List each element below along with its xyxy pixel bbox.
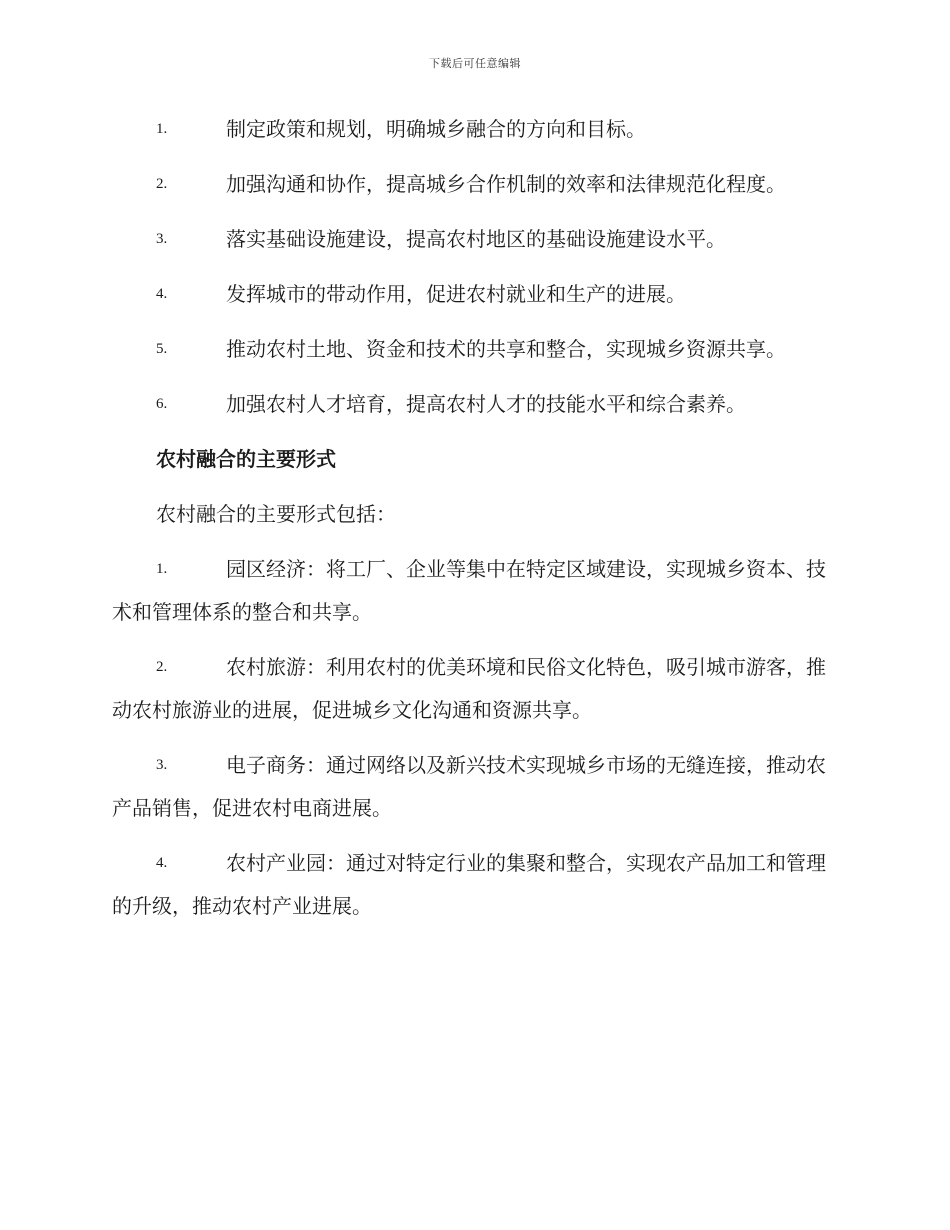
list-item <box>112 328 834 371</box>
list-item-text: 落实基础设施建设，提高农村地区的基础设施建设水平。 <box>226 227 726 251</box>
list-item-text: 加强沟通和协作，提高城乡合作机制的效率和法律规范化程度。 <box>226 172 786 196</box>
list-item <box>112 273 834 316</box>
list-item-number: 1. <box>156 121 168 137</box>
list-item-text: 加强农村人才培育，提高农村人才的技能水平和综合素养。 <box>226 392 746 416</box>
list-item-number: 1. <box>156 561 168 577</box>
list-item-text: 园区经济：将工厂、企业等集中在特定区域建设，实现城乡资本、技术和管理体系的整合和共享。 <box>112 557 826 624</box>
list-item-number: 6. <box>156 396 168 412</box>
list-item <box>112 646 834 732</box>
list-item <box>112 163 834 206</box>
list-item-text: 电子商务：通过网络以及新兴技术实现城乡市场的无缝连接，推动农产品销售，促进农村电商进展。 <box>112 753 826 820</box>
list-item-number: 4. <box>156 855 168 871</box>
page-header-note: 下载后可任意编辑 <box>429 57 521 70</box>
section-heading: 农村融合的主要形式 <box>156 447 336 471</box>
list-item <box>112 218 834 261</box>
list-item <box>112 842 834 928</box>
list-item <box>112 383 834 426</box>
list-item-text: 推动农村土地、资金和技术的共享和整合，实现城乡资源共享。 <box>226 337 786 361</box>
list-item-number: 2. <box>156 659 168 675</box>
list-item-number: 4. <box>156 286 168 302</box>
list-item-number: 3. <box>156 231 168 247</box>
list-item <box>112 548 834 634</box>
list-item <box>112 108 834 151</box>
section-intro: 农村融合的主要形式包括： <box>156 502 396 526</box>
list-item-number: 2. <box>156 176 168 192</box>
measures-list <box>112 108 834 426</box>
list-item-number: 3. <box>156 757 168 773</box>
list-item-text: 农村旅游：利用农村的优美环境和民俗文化特色，吸引城市游客，推动农村旅游业的进展，促进城乡文化沟通和资源共享。 <box>112 655 826 722</box>
list-item-text: 发挥城市的带动作用，促进农村就业和生产的进展。 <box>226 282 686 306</box>
list-item-text: 农村产业园：通过对特定行业的集聚和整合，实现农产品加工和管理的升级，推动农村产业进展。 <box>112 851 826 918</box>
list-item <box>112 744 834 830</box>
list-item-text: 制定政策和规划，明确城乡融合的方向和目标。 <box>226 117 646 141</box>
forms-list <box>112 548 834 928</box>
document-body <box>112 108 834 940</box>
list-item-number: 5. <box>156 341 168 357</box>
